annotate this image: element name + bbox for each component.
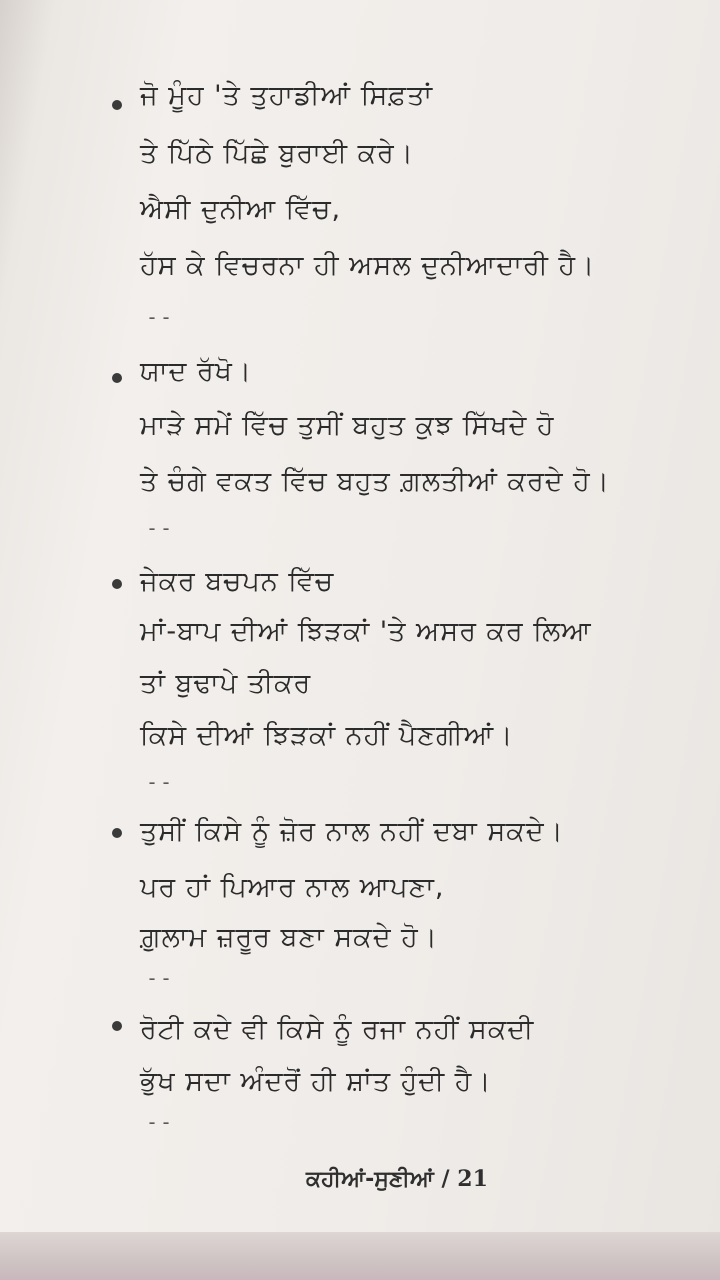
quote-line: ਹੱਸ ਕੇ ਵਿਚਰਨਾ ਹੀ ਅਸਲ ਦੁਨੀਆਦਾਰੀ ਹੈ। [140,250,596,281]
bullet-icon [112,1021,122,1031]
quote-line: ਮਾਂ-ਬਾਪ ਦੀਆਂ ਝਿੜਕਾਂ 'ਤੇ ਅਸਰ ਕਰ ਲਿਆ [140,616,592,647]
quote-line: ਯਾਦ ਰੱਖੋ। [140,356,253,387]
quote-separator: -- [146,516,175,540]
quote-separator: -- [146,966,175,990]
quote-line: ਤਾਂ ਬੁਢਾਪੇ ਤੀਕਰ [140,668,312,699]
quote-line: ਤੇ ਪਿੱਠੇ ਪਿੱਛੇ ਬੁਰਾਈ ਕਰੇ। [140,138,414,169]
quote-line: ਜੋ ਮੂੰਹ 'ਤੇ ਤੁਹਾਡੀਆਂ ਸਿਫ਼ਤਾਂ [140,80,434,111]
page-edge [0,1232,720,1280]
bullet-icon [112,579,122,589]
bullet-icon [112,373,122,383]
book-title: ਕਹੀਆਂ-ਸੁਣੀਆਂ [306,1167,434,1192]
quote-line: ਭੁੱਖ ਸਦਾ ਅੰਦਰੋਂ ਹੀ ਸ਼ਾਂਤ ਹੁੰਦੀ ਹੈ। [140,1066,492,1097]
quote-line: ਰੋਟੀ ਕਦੇ ਵੀ ਕਿਸੇ ਨੂੰ ਰਜਾ ਨਹੀਂ ਸਕਦੀ [140,1014,535,1045]
quote-separator: -- [146,1110,175,1134]
quote-line: ਮਾੜੇ ਸਮੇਂ ਵਿੱਚ ਤੁਸੀਂ ਬਹੁਤ ਕੁਝ ਸਿੱਖਦੇ ਹੋ [140,410,555,441]
quote-separator: -- [146,305,175,329]
quote-line: ਪਰ ਹਾਂ ਪਿਆਰ ਨਾਲ ਆਪਣਾ, [140,872,445,903]
quote-line: ਤੁਸੀਂ ਕਿਸੇ ਨੂੰ ਜ਼ੋਰ ਨਾਲ ਨਹੀਂ ਦਬਾ ਸਕਦੇ। [140,816,564,847]
quote-separator: -- [146,770,175,794]
quote-line: ਤੇ ਚੰਗੇ ਵਕਤ ਵਿੱਚ ਬਹੁਤ ਗ਼ਲਤੀਆਂ ਕਰਦੇ ਹੋ। [140,466,610,497]
quote-line: ਐਸੀ ਦੁਨੀਆ ਵਿੱਚ, [140,194,342,225]
quote-line: ਗ਼ੁਲਾਮ ਜ਼ਰੂਰ ਬਣਾ ਸਕਦੇ ਹੋ। [140,922,438,953]
quote-line: ਜੇਕਰ ਬਚਪਨ ਵਿੱਚ [140,566,335,597]
page-footer [306,1166,488,1192]
footer-divider: / [441,1167,450,1192]
quote-line: ਕਿਸੇ ਦੀਆਂ ਝਿੜਕਾਂ ਨਹੀਂ ਪੈਣਗੀਆਂ। [140,720,514,751]
page-number: 21 [457,1166,488,1192]
bullet-icon [112,100,122,110]
bullet-icon [112,828,122,838]
